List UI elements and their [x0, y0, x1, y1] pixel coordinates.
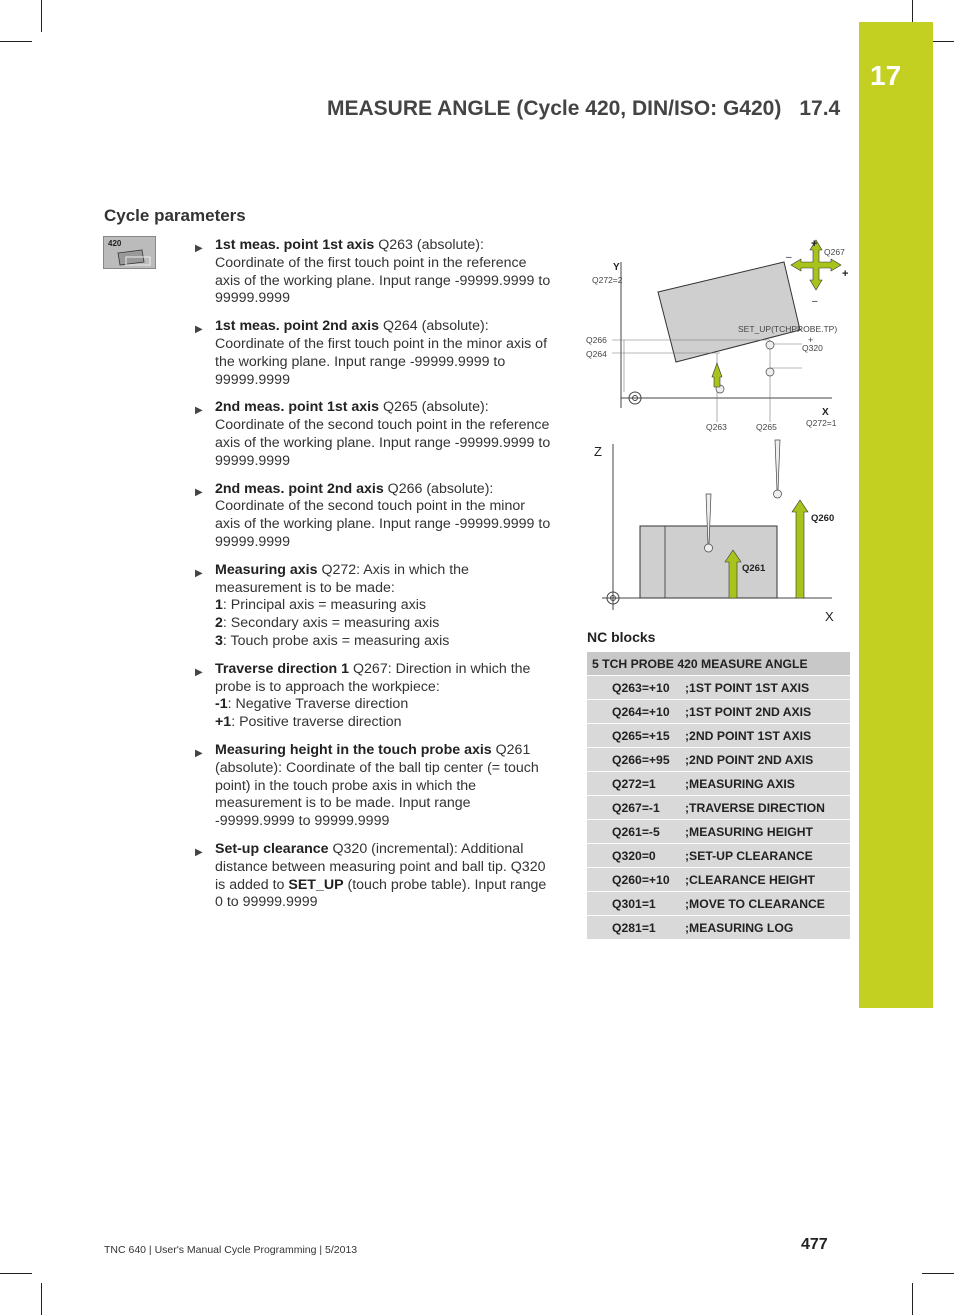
- label-q272-2: Q272=2: [592, 275, 623, 285]
- param-text: Q267: Direction in which the probe is to approach the workpiece:: [215, 660, 531, 695]
- nc-code-cell: Q266=+95: [587, 748, 685, 772]
- bullet-arrow-icon: ▶: [195, 405, 203, 417]
- param-name: Measuring height in the touch probe axis: [215, 741, 492, 758]
- bullet-arrow-icon: ▶: [195, 567, 203, 579]
- nc-comment-cell: ;SET-UP CLEARANCE: [685, 844, 850, 868]
- cycle-diagram: [580, 232, 855, 632]
- label-q272-1: Q272=1: [806, 418, 837, 428]
- table-row: [587, 796, 850, 820]
- nc-code-cell: Q261=-5: [587, 820, 685, 844]
- label-q263: Q263: [706, 422, 727, 432]
- option-text: : Touch probe axis = measuring axis: [222, 632, 450, 649]
- table-row: [587, 772, 850, 796]
- bullet-arrow-icon: ▶: [195, 243, 203, 254]
- option-text: : Principal axis = measuring axis: [222, 597, 426, 614]
- option-text: : Negative Traverse direction: [227, 696, 409, 713]
- label-minus-left: –: [786, 252, 792, 263]
- bullet-arrow-icon: ▶: [195, 486, 203, 498]
- param-item: [193, 318, 553, 389]
- param-item: [193, 841, 553, 912]
- param-item: [193, 742, 553, 831]
- cycle-icon-drawing: [104, 237, 155, 268]
- table-row: [587, 868, 850, 892]
- crop-mark: [41, 1283, 42, 1315]
- nc-comment-cell: ;1ST POINT 2ND AXIS: [685, 700, 850, 724]
- nc-comment-cell: ;MEASURING HEIGHT: [685, 820, 850, 844]
- param-name: Measuring axis: [215, 561, 318, 578]
- param-name: Set-up clearance: [215, 840, 329, 857]
- option-text: : Positive traverse direction: [231, 714, 402, 731]
- header-section: 17.4: [799, 97, 841, 120]
- label-q266: Q266: [586, 335, 607, 345]
- crop-mark: [0, 41, 32, 42]
- table-header-row: [587, 652, 850, 676]
- nc-comment-cell: ;TRAVERSE DIRECTION: [685, 796, 850, 820]
- label-plus-right: +: [842, 268, 849, 280]
- nc-code-cell: Q267=-1: [587, 796, 685, 820]
- nc-comment-cell: ;1ST POINT 1ST AXIS: [685, 676, 850, 700]
- touch-point-2-icon: [766, 368, 774, 376]
- option-text: : Secondary axis = measuring axis: [222, 615, 440, 632]
- param-item: [193, 399, 553, 470]
- header-title: MEASURE ANGLE (Cycle 420, DIN/ISO: G420): [327, 97, 782, 120]
- param-text: Q264 (absolute): Coordinate of the first touch point in the minor axis of the working plane. Input range -99999.9999 to 99999.9999: [215, 318, 548, 388]
- label-set-up-plus: +: [808, 335, 814, 345]
- label-set-up: SET_UP(TCHPROBE.TP): [738, 324, 838, 334]
- param-item: [193, 562, 553, 651]
- nc-code-cell: Q264=+10: [587, 700, 685, 724]
- param-item: [193, 237, 553, 308]
- param-name: 1st meas. point 2nd axis: [215, 318, 380, 335]
- label-x-axis-bottom: X: [825, 609, 834, 624]
- param-text: Q261 (absolute): Coordinate of the ball tip center (= touch point) in the touch probe axis in which the measurement is to be made. Input range -99999.9999 to 99999.9999: [215, 741, 539, 830]
- label-q320: Q320: [802, 343, 823, 353]
- crop-mark: [0, 1273, 32, 1274]
- cycle-icon-label: 420: [108, 239, 122, 248]
- nc-comment-cell: ;MOVE TO CLEARANCE: [685, 892, 850, 916]
- page-number: 477: [801, 1236, 828, 1253]
- table-row: [587, 676, 850, 700]
- nc-code-cell: Q272=1: [587, 772, 685, 796]
- param-name: Traverse direction 1: [215, 660, 350, 677]
- page-header: [327, 97, 840, 121]
- table-row: [587, 844, 850, 868]
- param-text: Q266 (absolute): Coordinate of the second touch point in the minor axis of the working plane. Input range -99999.9999 to 99999.9999: [215, 480, 551, 550]
- bullet-arrow-icon: ▶: [195, 846, 203, 858]
- label-q260: Q260: [811, 513, 835, 524]
- param-text: Q263 (absolute): Coordinate of the first touch point in the reference axis of the working plane. Input range -99999.9999 to 99999.9999: [215, 237, 551, 307]
- label-q267: Q267: [824, 247, 845, 257]
- chapter-tab: [859, 22, 933, 1008]
- page-footer: TNC 640 | User's Manual Cycle Programming | 5/2013: [104, 1244, 358, 1256]
- option-key: +1: [215, 714, 232, 731]
- param-item: [193, 481, 553, 552]
- nc-comment-cell: ;2ND POINT 1ST AXIS: [685, 724, 850, 748]
- label-plus-top: +: [811, 238, 818, 250]
- nc-header-cell: 5 TCH PROBE 420 MEASURE ANGLE: [587, 652, 850, 676]
- param-name: 2nd meas. point 1st axis: [215, 399, 380, 416]
- nc-comment-cell: ;MEASURING AXIS: [685, 772, 850, 796]
- bullet-arrow-icon: ▶: [195, 666, 203, 678]
- nc-comment-cell: ;MEASURING LOG: [685, 916, 850, 940]
- nc-code-cell: Q301=1: [587, 892, 685, 916]
- param-name: 2nd meas. point 2nd axis: [215, 480, 384, 497]
- bullet-arrow-icon: ▶: [195, 747, 203, 759]
- table-row: [587, 700, 850, 724]
- param-name: 1st meas. point 1st axis: [215, 237, 375, 253]
- table-row: [587, 748, 850, 772]
- cycle-420-icon: [103, 236, 156, 269]
- table-row: [587, 820, 850, 844]
- probe-tip-icon: [705, 544, 713, 552]
- nc-comment-cell: ;CLEARANCE HEIGHT: [685, 868, 850, 892]
- chapter-number: 17: [870, 60, 902, 91]
- approach-arrow-icon: [712, 363, 722, 387]
- label-q264: Q264: [586, 349, 607, 359]
- param-text-after: (touch probe table). Input range 0 to 99999.9999: [215, 876, 547, 911]
- nc-comment-cell: ;2ND POINT 2ND AXIS: [685, 748, 850, 772]
- touch-point-1-icon: [766, 341, 774, 349]
- label-z-axis: Z: [594, 444, 602, 459]
- table-row: [587, 916, 850, 940]
- probe-stylus-icon: [775, 440, 780, 490]
- crop-mark: [922, 1273, 954, 1274]
- crop-mark: [41, 0, 42, 32]
- param-text: Q320 (incremental): Additional distance between measuring point and ball tip. Q320 is added to: [215, 840, 546, 893]
- option-key: 1: [215, 597, 223, 614]
- option-key: 3: [215, 632, 223, 649]
- nc-blocks-table: [587, 652, 850, 940]
- label-q265: Q265: [756, 422, 777, 432]
- probe-tip-icon: [774, 490, 782, 498]
- param-item: [193, 661, 553, 732]
- param-text: Q265 (absolute): Coordinate of the second touch point in the reference axis of the working plane. Input range -99999.9999 to 99999.9999: [215, 399, 551, 469]
- crop-mark: [912, 1283, 913, 1315]
- workpiece-top: [658, 262, 800, 362]
- section-title: Cycle parameters: [104, 206, 246, 225]
- nc-code-cell: Q260=+10: [587, 868, 685, 892]
- bullet-arrow-icon: ▶: [195, 324, 203, 336]
- table-row: [587, 724, 850, 748]
- table-row: [587, 892, 850, 916]
- nc-code-cell: Q263=+10: [587, 676, 685, 700]
- nc-code-cell: Q281=1: [587, 916, 685, 940]
- param-inline-bold: SET_UP: [288, 876, 344, 893]
- label-x-axis: X: [822, 407, 829, 418]
- label-minus-bottom: –: [812, 296, 818, 307]
- nc-blocks-title: NC blocks: [587, 629, 656, 645]
- nc-code-cell: Q320=0: [587, 844, 685, 868]
- q260-height-arrow: [792, 500, 808, 598]
- option-key: 2: [215, 615, 223, 632]
- param-text: Q272: Axis in which the measurement is to be made:: [215, 561, 469, 596]
- nc-code-cell: Q265=+15: [587, 724, 685, 748]
- label-y-axis: Y: [613, 262, 620, 273]
- parameter-list: [193, 237, 553, 922]
- option-key: -1: [215, 696, 228, 713]
- label-q261: Q261: [742, 563, 766, 574]
